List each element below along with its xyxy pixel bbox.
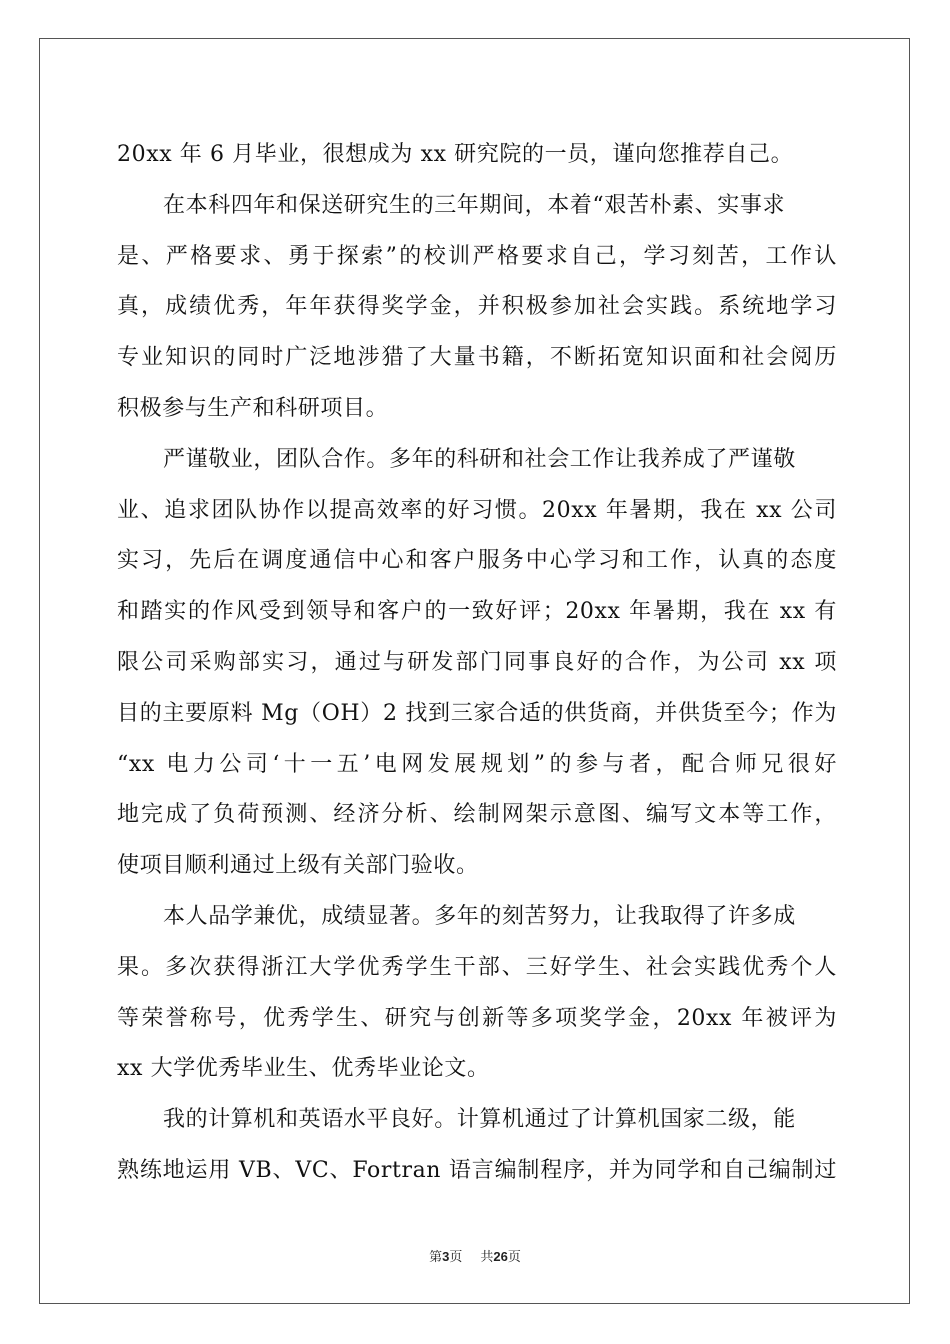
text-line: 真，成绩优秀，年年获得奖学金，并积极参加社会实践。系统地学习: [117, 294, 837, 320]
text-line: 使项目顺利通过上级有关部门验收。: [117, 853, 479, 879]
paragraph-start-line: 在本科四年和保送研究生的三年期间，本着“艰苦朴素、实事求: [163, 192, 786, 218]
text-line: xx 大学优秀毕业生、优秀毕业论文。: [117, 1056, 490, 1082]
text-line: 业、追求团队协作以提高效率的好习惯。20xx 年暑期，我在 xx 公司: [117, 497, 837, 523]
paragraph-start-line: 本人品学兼优，成绩显著。多年的刻苦努力，让我取得了许多成: [163, 903, 796, 929]
text-line: 积极参与生产和科研项目。: [117, 395, 389, 421]
text-line: “xx 电力公司‘十一五’电网发展规划”的参与者，配合师兄很好: [117, 751, 837, 777]
total-prefix: 共: [480, 1250, 494, 1265]
text-line: 熟练地运用 VB、VC、Fortran 语言编制程序，并为同学和自己编制过: [117, 1157, 837, 1183]
text-line: 实习，先后在调度通信中心和客户服务中心学习和工作，认真的态度: [117, 548, 837, 574]
text-line: 专业知识的同时广泛地涉猎了大量书籍，不断拓宽知识面和社会阅历: [117, 345, 837, 371]
text-line: 和踏实的作风受到领导和客户的一致好评；20xx 年暑期，我在 xx 有: [117, 599, 837, 625]
text-line: 20xx 年 6 月毕业，很想成为 xx 研究院的一员，谨向您推荐自己。: [117, 142, 794, 167]
text-line: 是、严格要求、勇于探索”的校训严格要求自己，学习刻苦，工作认: [117, 243, 837, 269]
current-page-number: 3: [442, 1249, 450, 1264]
page-footer: [0, 1246, 950, 1265]
text-line: 限公司采购部实习，通过与研发部门同事良好的合作，为公司 xx 项: [117, 649, 837, 675]
document-body: [117, 130, 837, 1197]
paragraph-start-line: 我的计算机和英语水平良好。计算机通过了计算机国家二级，能: [163, 1107, 796, 1133]
text-line: 目的主要原料 Mg（OH）2 找到三家合适的供货商，并供货至今；作为: [117, 700, 837, 726]
text-line: 等荣誉称号，优秀学生、研究与创新等多项奖学金，20xx 年被评为: [117, 1005, 837, 1031]
total-page-count: 26: [493, 1249, 508, 1264]
total-suffix: 页: [507, 1250, 521, 1265]
paragraph-start-line: 严谨敬业，团队合作。多年的科研和社会工作让我养成了严谨敬: [163, 446, 796, 472]
page-prefix: 第: [429, 1250, 443, 1265]
text-line: 果。多次获得浙江大学优秀学生干部、三好学生、社会实践优秀个人: [117, 954, 837, 980]
text-line: 地完成了负荷预测、经济分析、绘制网架示意图、编写文本等工作，: [117, 802, 837, 828]
page-suffix: 页: [449, 1250, 463, 1265]
